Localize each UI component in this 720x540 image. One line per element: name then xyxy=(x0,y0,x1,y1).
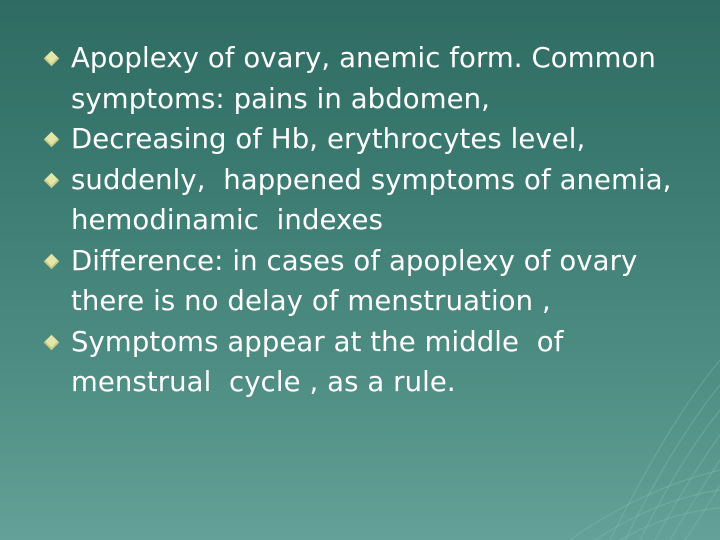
bullet-text: Apoplexy of ovary, anemic form. Common symptoms: pains in abdomen, xyxy=(71,42,665,115)
diamond-bullet-icon xyxy=(44,132,60,148)
diamond-bullet-icon xyxy=(44,253,60,269)
bullet-list xyxy=(44,38,694,403)
bullet-item xyxy=(44,322,694,403)
bullet-text: suddenly, happened symptoms of anemia, hemodinamic indexes xyxy=(71,163,681,236)
diamond-bullet-icon xyxy=(44,334,60,350)
bullet-text: Decreasing of Hb, erythrocytes level, xyxy=(71,123,586,155)
bullet-item xyxy=(44,119,694,160)
bullet-text: Symptoms appear at the middle of menstrual cycle , as a rule. xyxy=(71,325,573,398)
diamond-bullet-icon xyxy=(44,172,60,188)
bullet-item xyxy=(44,38,694,119)
bullet-item xyxy=(44,160,694,241)
bullet-item xyxy=(44,241,694,322)
bullet-text: Difference: in cases of apoplexy of ovary there is no delay of menstruation , xyxy=(71,244,647,317)
diamond-bullet-icon xyxy=(44,51,60,67)
